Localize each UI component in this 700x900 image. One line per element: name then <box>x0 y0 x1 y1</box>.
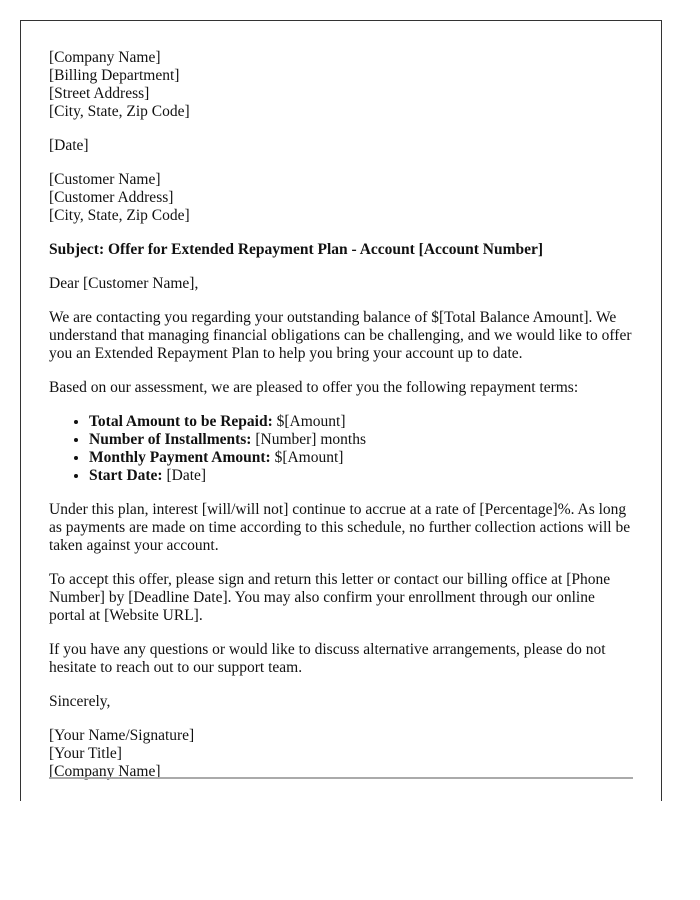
term-item <box>89 449 634 467</box>
sender-line: [Street Address] <box>49 85 150 102</box>
signature-line: [Your Name/Signature] <box>49 727 195 744</box>
sender-line: [Billing Department] <box>49 67 180 84</box>
term-item <box>89 467 634 485</box>
term-value: $[Amount] <box>272 413 346 430</box>
sender-line: [City, State, Zip Code] <box>49 103 190 120</box>
term-label: Monthly Payment Amount: <box>89 449 271 466</box>
paragraph-interest: Under this plan, interest [will/will not] continue to accrue at a rate of [Percentage]%. As long as payments are made on time according to this schedule, no further collection actions will be taken against your account. <box>49 501 631 554</box>
recipient-address <box>49 171 634 225</box>
signature-block <box>49 727 634 781</box>
term-label: Start Date: <box>89 467 163 484</box>
paragraph-terms-intro: Based on our assessment, we are pleased to offer you the following repayment terms: <box>49 379 579 396</box>
paragraph-balance: We are contacting you regarding your outstanding balance of $[Total Balance Amount]. We understand that managing financial obligations can be challenging, and we would like to offer you an Extended Repayment Plan to help you bring your account up to date. <box>49 309 632 362</box>
sender-address <box>49 49 634 121</box>
recipient-line: [Customer Name] <box>49 171 161 188</box>
term-value: $[Amount] <box>270 449 344 466</box>
term-item <box>89 413 634 431</box>
signature-line: [Company Name] <box>49 763 161 780</box>
sender-line: [Company Name] <box>49 49 161 66</box>
term-item <box>89 431 634 449</box>
salutation: Dear [Customer Name], <box>49 275 199 292</box>
signature-line: [Your Title] <box>49 745 122 762</box>
closing: Sincerely, <box>49 693 111 710</box>
terms-list <box>49 413 634 485</box>
recipient-line: [City, State, Zip Code] <box>49 207 190 224</box>
recipient-line: [Customer Address] <box>49 189 174 206</box>
divider <box>49 777 633 779</box>
paragraph-accept: To accept this offer, please sign and return this letter or contact our billing office at [Phone Number] by [Deadline Date]. You may also confirm your enrollment through our online portal at [Website URL]. <box>49 571 611 624</box>
term-value: [Date] <box>162 467 207 484</box>
letter-date: [Date] <box>49 137 89 154</box>
paragraph-questions: If you have any questions or would like to discuss alternative arrangements, please do not hesitate to reach out to our support team. <box>49 641 606 676</box>
term-label: Total Amount to be Repaid: <box>89 413 273 430</box>
letter <box>20 20 662 801</box>
term-label: Number of Installments: <box>89 431 252 448</box>
subject-line: Subject: Offer for Extended Repayment Plan - Account [Account Number] <box>49 241 544 258</box>
term-value: [Number] months <box>251 431 366 448</box>
